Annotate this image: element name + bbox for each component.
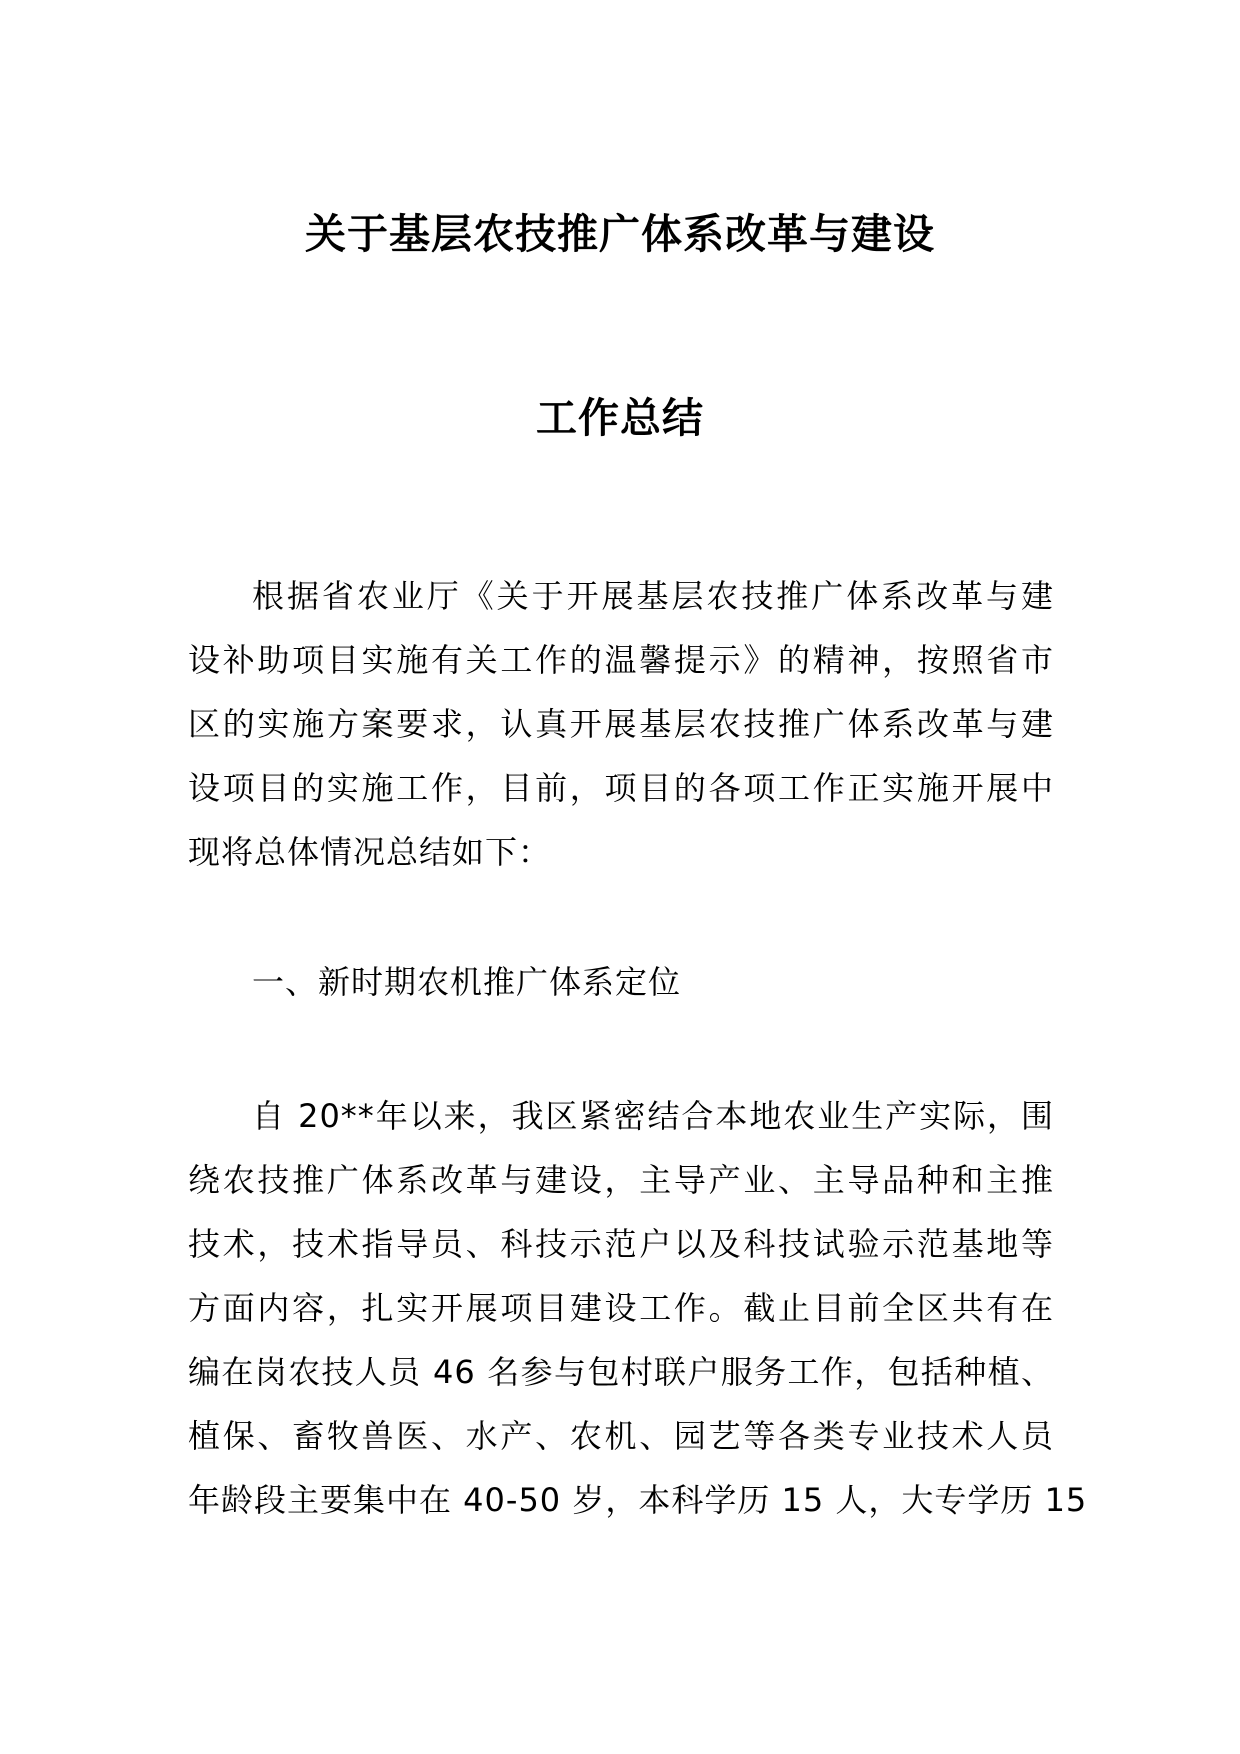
paragraph-1-line-2: 设补助项目实施有关工作的温馨提示》的精神，按照省市 bbox=[188, 641, 1054, 679]
paragraph-1-line-1: 根据省农业厅《关于开展基层农技推广体系改革与建 bbox=[252, 577, 1054, 615]
paragraph-1-line-5: 现将总体情况总结如下： bbox=[188, 833, 552, 871]
paragraph-2-line-5: 编在岗农技人员 46 名参与包村联户服务工作，包括种植、 bbox=[188, 1353, 1054, 1391]
paragraph-2-line-2: 绕农技推广体系改革与建设，主导产业、主导品种和主推 bbox=[188, 1161, 1054, 1199]
section-1-heading: 一、新时期农机推广体系定位 bbox=[252, 963, 682, 1001]
document-title-line-2: 工作总结 bbox=[536, 394, 704, 442]
paragraph-1-line-3: 区的实施方案要求，认真开展基层农技推广体系改革与建 bbox=[188, 705, 1054, 743]
document-title-line-1: 关于基层农技推广体系改革与建设 bbox=[305, 210, 935, 258]
paragraph-2-line-4: 方面内容，扎实开展项目建设工作。截止目前全区共有在 bbox=[188, 1289, 1054, 1327]
paragraph-1-line-4: 设项目的实施工作，目前，项目的各项工作正实施开展中 bbox=[188, 769, 1054, 807]
paragraph-2-line-6: 植保、畜牧兽医、水产、农机、园艺等各类专业技术人员 bbox=[188, 1417, 1054, 1455]
paragraph-2-line-3: 技术，技术指导员、科技示范户以及科技试验示范基地等 bbox=[188, 1225, 1054, 1263]
paragraph-2-line-1: 自 20**年以来，我区紧密结合本地农业生产实际，围 bbox=[252, 1097, 1054, 1135]
paragraph-2-line-7: 年龄段主要集中在 40-50 岁，本科学历 15 人，大专学历 15 bbox=[188, 1481, 1088, 1519]
